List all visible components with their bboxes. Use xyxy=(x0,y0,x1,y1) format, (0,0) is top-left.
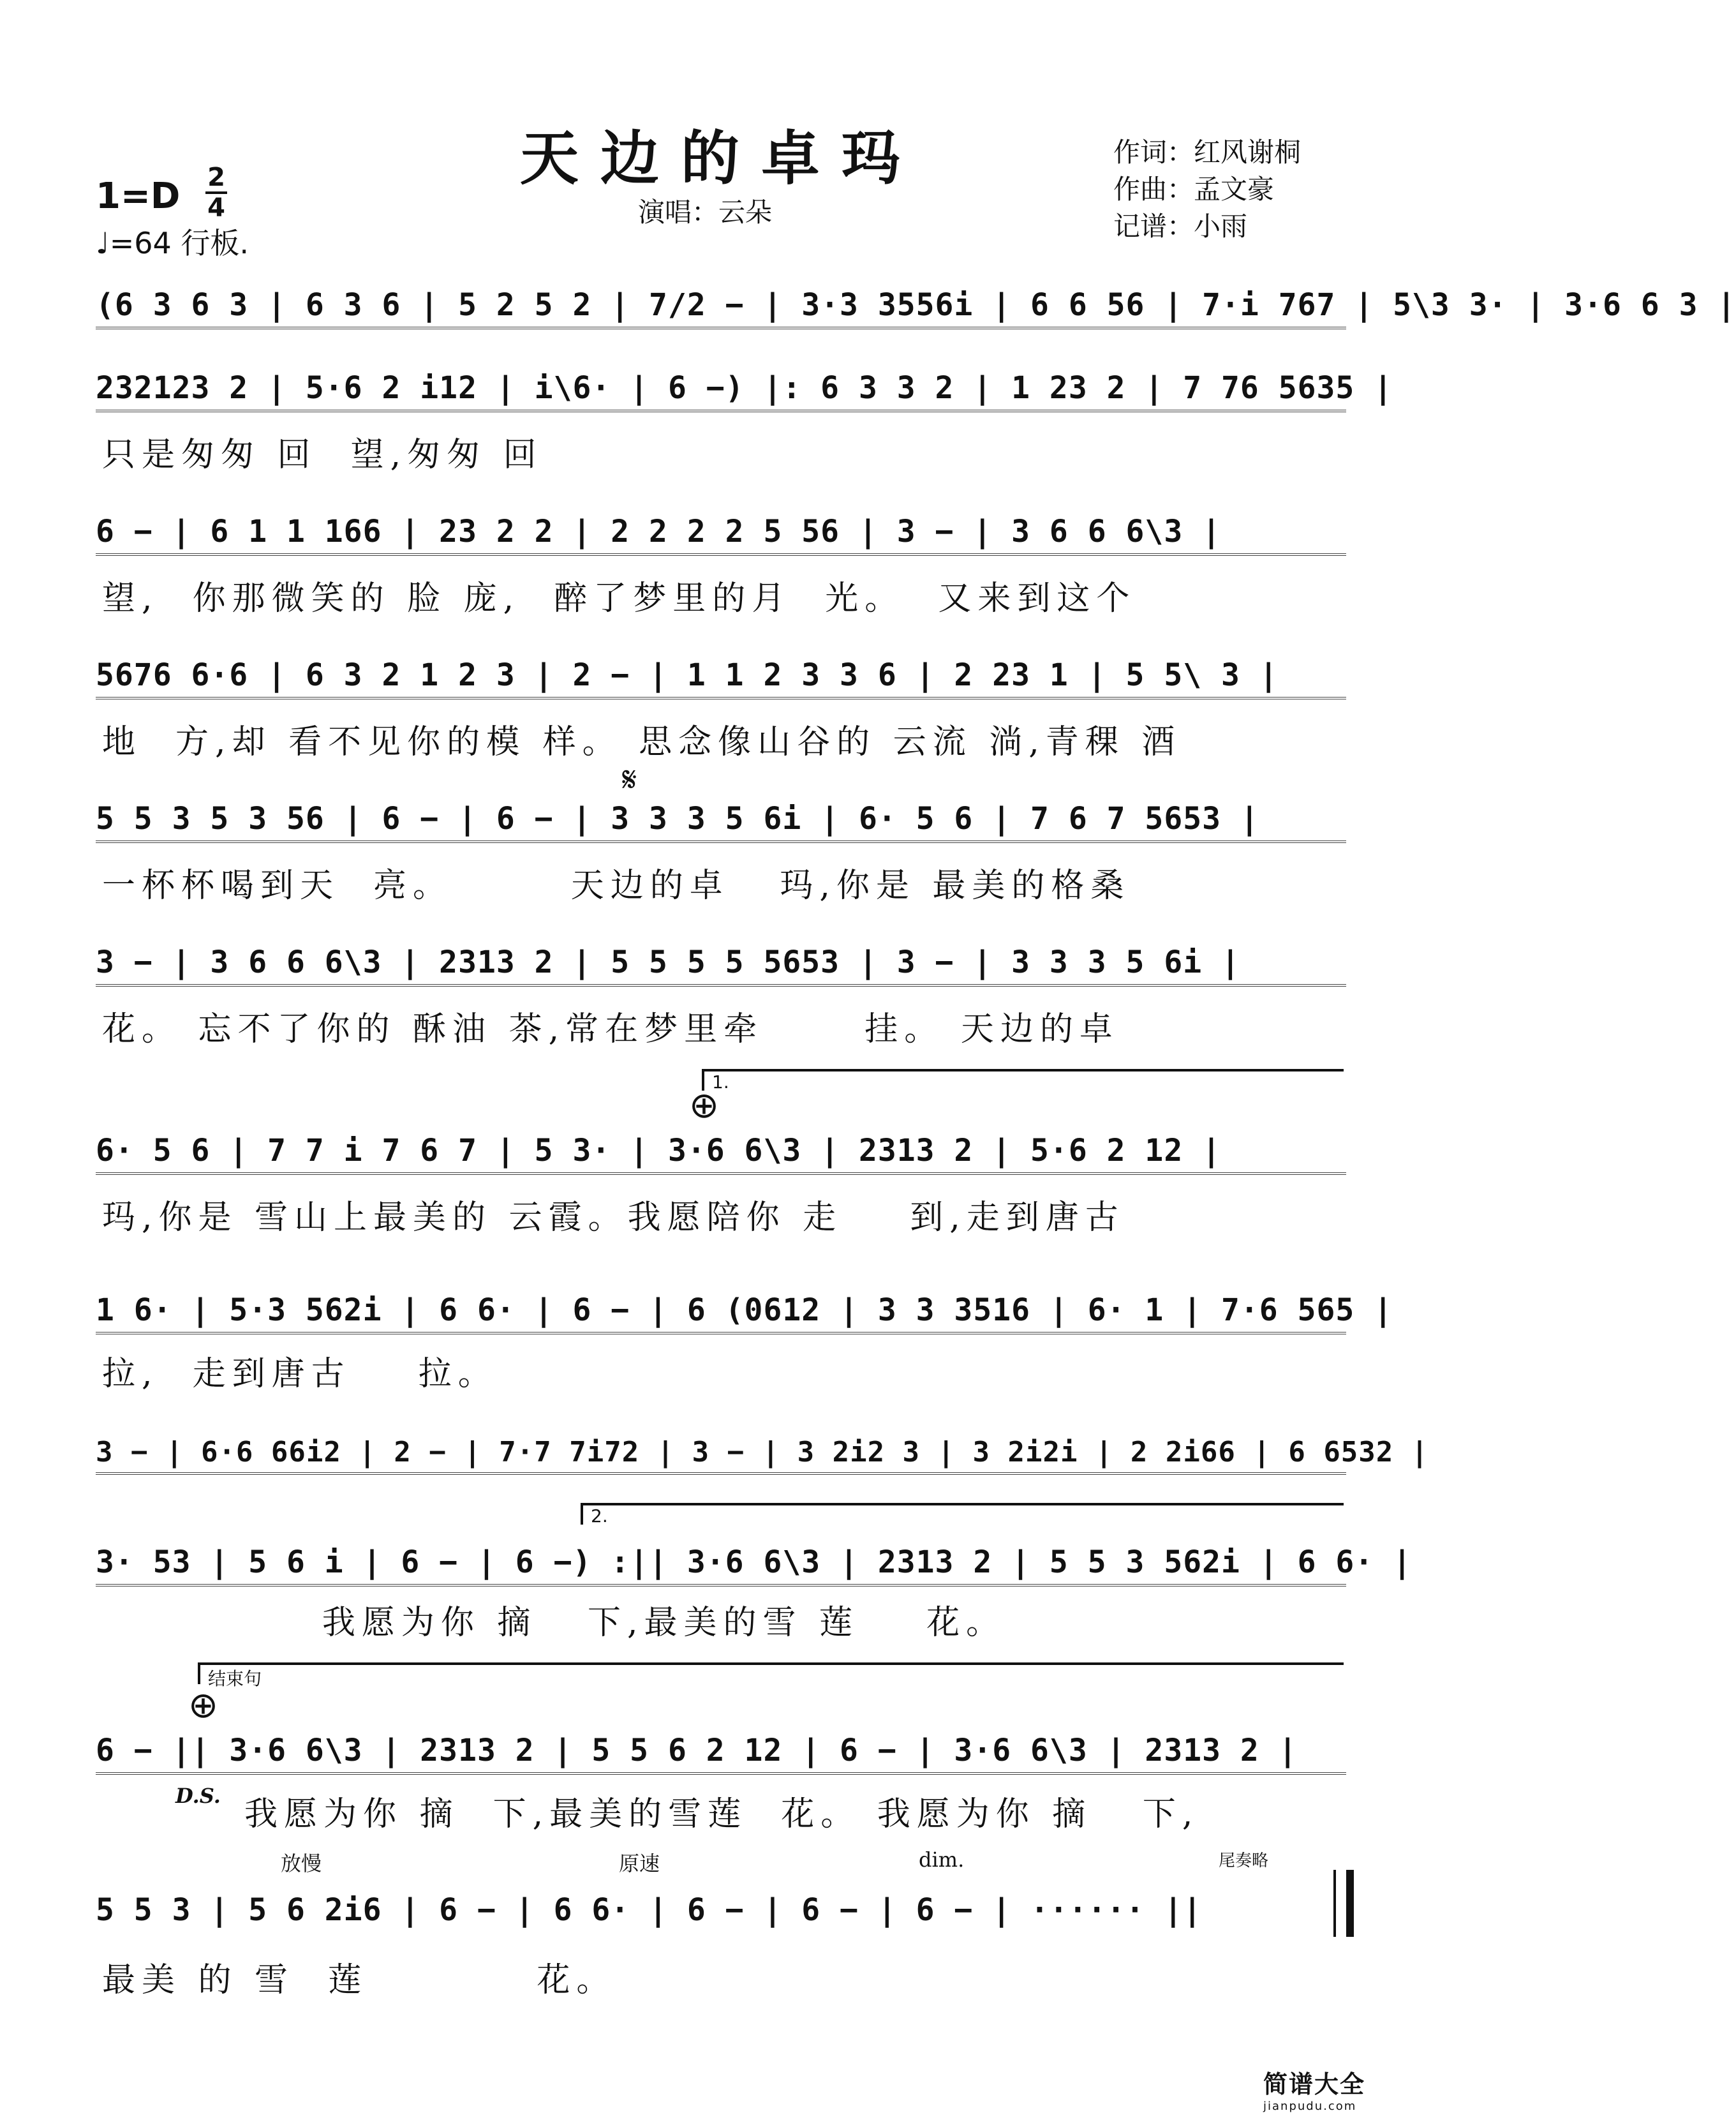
lyric-row-2: 只是匆匆 回 望,匆匆 回 xyxy=(102,436,543,474)
lyric-row-8: 拉, 走到唐古 拉。 xyxy=(102,1355,498,1393)
watermark xyxy=(1263,2064,1436,2113)
notation-row-5: 5 5 3 5 3 56 | 6 − | 6 − | 3 3 3 5 6i | 6· 5 6 | 7 6 7 5653 | xyxy=(96,801,1346,843)
notation-row-7: 6· 5 6 | 7 7 i 7 6 7 | 5 3· | 3·6 6\3 | 2313 2 | 5·6 2 12 | xyxy=(96,1133,1346,1175)
notation-row-10: 3· 53 | 5 6 i | 6 − | 6 −) :|| 3·6 6\3 | 2313 2 | 5 5 3 562i | 6 6· | xyxy=(96,1544,1346,1587)
dim-marking: dim. xyxy=(919,1848,965,1872)
key-signature: 1=D xyxy=(96,175,181,217)
notation-row-6: 3 − | 3 6 6 6\3 | 2313 2 | 5 5 5 5 5653 | 3 − | 3 3 3 5 6i | xyxy=(96,945,1346,987)
notation-row-4: 5676 6·6 | 6 3 2 1 2 3 | 2 − | 1 1 2 3 3 6 | 2 23 1 | 5 5\ 3 | xyxy=(96,657,1346,699)
notation-row-9: 3 − | 6·6 66i2 | 2 − | 7·7 7i72 | 3 − | 3 2i2 3 | 3 2i2i | 2 2i66 | 6 6532 | xyxy=(96,1436,1346,1475)
coda-sign-1: ⊕ xyxy=(689,1085,719,1126)
lyric-row-10: 我愿为你 摘 下,最美的雪 莲 花。 xyxy=(102,1604,1006,1642)
lyric-row-4: 地 方,却 看不见你的模 样。 思念像山谷的 云流 淌,青稞 酒 xyxy=(102,723,1182,761)
tempo-marking: ♩=64 行板. xyxy=(96,226,249,260)
watermark-logo: 简谱大全 xyxy=(1263,2070,1366,2098)
credits xyxy=(1113,134,1301,245)
notation-row-11: 6 − || 3·6 6\3 | 2313 2 | 5 5 6 2 12 | 6 − | 3·6 6\3 | 2313 2 | xyxy=(96,1733,1346,1775)
notation-row-3: 6 − | 6 1 1 166 | 23 2 2 | 2 2 2 2 5 56 | 3 − | 3 6 6 6\3 | xyxy=(96,514,1346,556)
volta-1: 1. xyxy=(702,1069,1344,1091)
song-title: 天边的卓玛 xyxy=(519,124,922,193)
notation-row-2: 232123 2 | 5·6 2 i12 | i\6· | 6 −) |: 6 3 3 2 | 1 23 2 | 7 76 5635 | xyxy=(96,370,1346,412)
watermark-url: jianpudu.com xyxy=(1263,2100,1357,2113)
notation-row-1: (6 3 6 3 | 6 3 6 | 5 2 5 2 | 7/2 − | 3·3 3556i | 6 6 56 | 7·i 767 | 5\3 3· | 3·6 6 3 | xyxy=(96,287,1346,329)
notation-row-8: 1 6· | 5·3 562i | 6 6· | 6 − | 6 (0612 | 3 3 3516 | 6· 1 | 7·6 565 | xyxy=(96,1292,1346,1334)
lyric-row-3: 望, 你那微笑的 脸 庞, 醉了梦里的月 光。 又来到这个 xyxy=(102,579,1136,618)
coda-sign-2: ⊕ xyxy=(188,1685,218,1726)
lyric-row-7: 玛,你是 雪山上最美的 云霞。我愿陪你 走 到,走到唐古 xyxy=(102,1198,1125,1237)
lyric-row-6: 花。 忘不了你的 酥油 茶,常在梦里牵 挂。 天边的卓 xyxy=(102,1010,1119,1049)
original-tempo-marking: 原速 xyxy=(619,1851,660,1876)
ending-label: 结束句 xyxy=(198,1662,1344,1684)
final-barline xyxy=(1333,1870,1354,1937)
meter-top: 2 xyxy=(207,163,225,192)
outro-marking: 尾奏略 xyxy=(1219,1851,1269,1870)
lyric-row-11: 我愿为你 摘 下,最美的雪莲 花。 我愿为你 摘 下, xyxy=(211,1795,1199,1833)
composer: 作曲：孟文豪 xyxy=(1113,174,1275,205)
segno-sign: 𝄋 xyxy=(622,759,637,800)
slower-marking: 放慢 xyxy=(281,1851,322,1876)
lyric-row-12: 最美 的 雪 莲 花。 xyxy=(102,1961,616,1999)
singer: 演唱：云朵 xyxy=(638,197,773,228)
time-signature xyxy=(205,165,227,221)
transcriber: 记谱：小雨 xyxy=(1113,211,1248,242)
lyric-row-5: 一杯杯喝到天 亮。 天边的卓 玛,你是 最美的格桑 xyxy=(102,867,1131,905)
lyricist: 作词：红风谢桐 xyxy=(1113,137,1302,168)
volta-2: 2. xyxy=(581,1503,1344,1525)
ds-marking: D.S. xyxy=(175,1784,221,1808)
meter-bottom: 4 xyxy=(207,193,225,223)
notation-row-12: 5 5 3 | 5 6 2i6 | 6 − | 6 6· | 6 − | 6 − | 6 − | ······ || xyxy=(96,1892,1203,1928)
